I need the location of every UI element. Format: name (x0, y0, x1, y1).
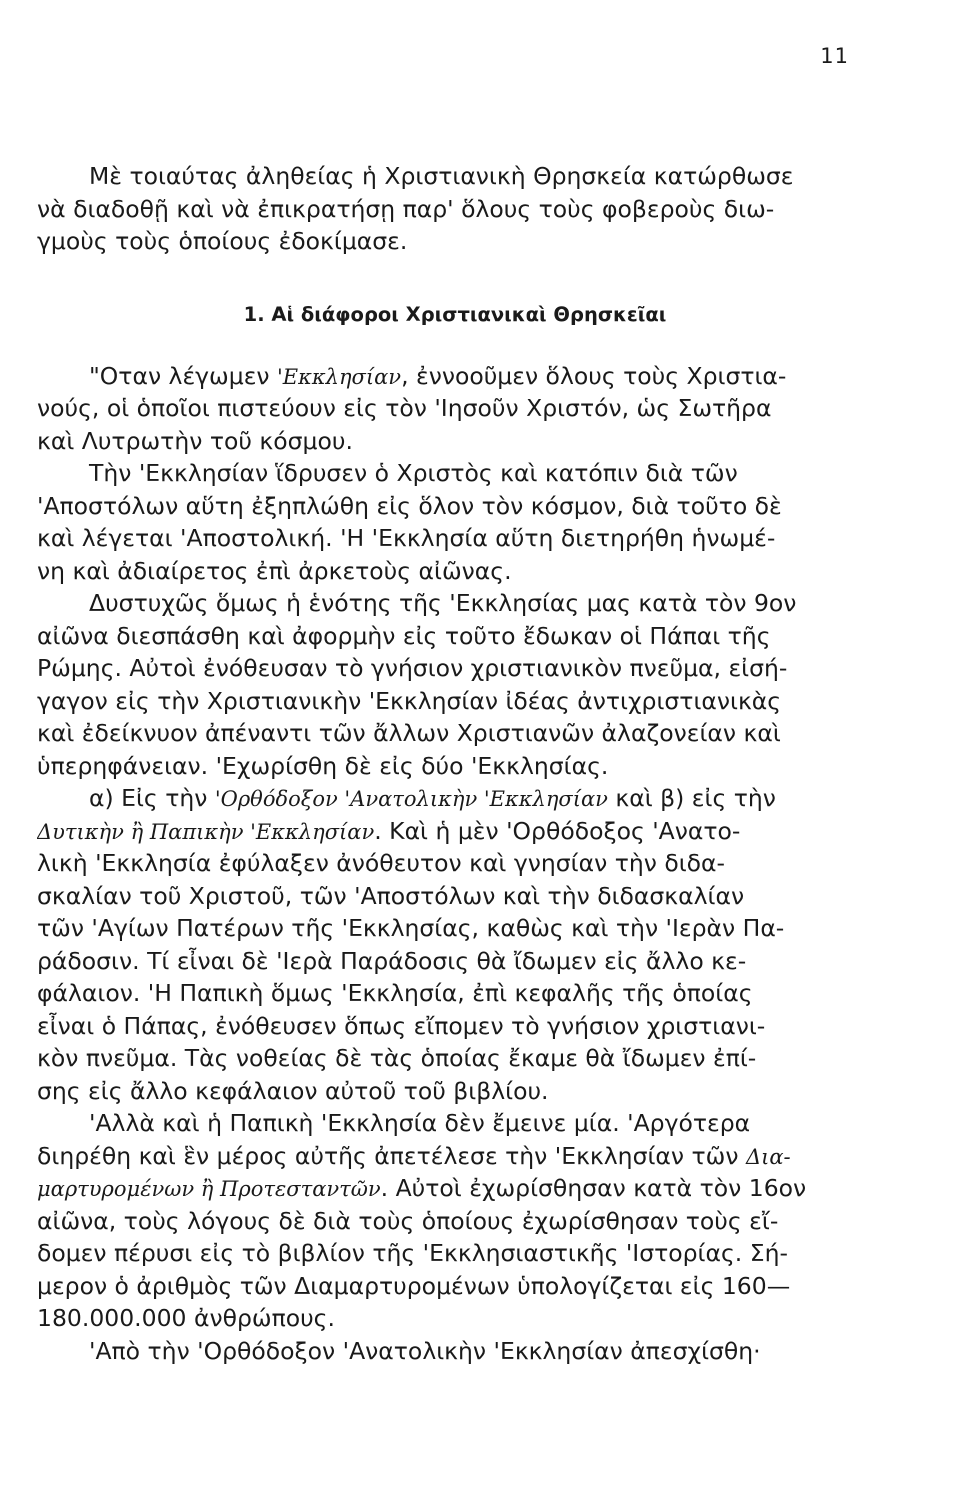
text-line: 'Αλλὰ καὶ ἡ Παπικὴ 'Εκκλησία δὲν ἔμεινε μία. 'Αργότερα (89, 1109, 751, 1137)
text-line: γαγον εἰς τὴν Χριστιανικὴν 'Εκκλησίαν ἰδέας ἀντιχριστιανικὰς (37, 686, 782, 715)
text-line: τῶν 'Αγίων Πατέρων τῆς 'Εκκλησίας, καθὼς καὶ τὴν 'Ιερὰν Πα- (37, 914, 785, 942)
section-heading: 1. Αἱ διάφοροι Χριστιανικαὶ Θρησκεῖαι (243, 302, 667, 326)
text-line: σης εἰς ἄλλο κεφάλαιον αὐτοῦ τοῦ βιβλίου. (37, 1076, 549, 1105)
text-line: αἰῶνα διεσπάσθη καὶ ἀφορμὴν εἰς τοῦτο ἔδωκαν οἱ Πάπαι τῆς (37, 621, 771, 650)
text-line: γμοὺς τοὺς ὁποίους ἐδοκίμασε. (37, 227, 408, 255)
italic-term: 'Ορθόδοξον 'Ανατολικὴν 'Εκκλησίαν (214, 787, 608, 811)
text-line: καὶ ἐδείκνυον ἀπέναντι τῶν ἄλλων Χριστιανῶν ἀλαζονείαν καὶ (37, 719, 781, 747)
text-line: καὶ Λυτρωτὴν τοῦ κόσμου. (37, 426, 353, 455)
italic-term: 'Εκκλησίαν (277, 364, 402, 389)
text-line: "Οταν λέγωμεν 'Εκκλησίαν, ἐννοοῦμεν ὅλους τοὺς Χριστια- (89, 361, 787, 390)
text-line: λικὴ 'Εκκλησία ἐφύλαξεν ἀνόθευτον καὶ γνησίαν τὴν διδα- (37, 849, 726, 877)
text-line: μερον ὁ ἀριθμὸς τῶν Διαμαρτυρομένων ὑπολογίζεται εἰς 160— (37, 1271, 791, 1300)
italic-term: Δια- (745, 1144, 791, 1169)
text-line: Μὲ τοιαύτας ἀληθείας ἡ Χριστιανικὴ Θρησκεία κατώρθωσε (89, 162, 794, 190)
italic-term: μαρτυρομένων ἢ Προτεσταντῶν (37, 1177, 381, 1201)
text-line: φάλαιον. 'Η Παπικὴ ὅμως 'Εκκλησία, ἐπὶ κεφαλῆς τῆς ὁποίας (37, 979, 753, 1007)
text-line: Ρώμης. Αὐτοὶ ἐνόθευσαν τὸ γνήσιον χριστιανικὸν πνεῦμα, εἰσή- (37, 654, 788, 682)
page-body (37, 160, 843, 1367)
text-line: 'Απὸ τὴν 'Ορθόδοξον 'Ανατολικὴν 'Εκκλησίαν ἀπεσχίσθη· (89, 1336, 761, 1365)
text-line: νὰ διαδοθῇ καὶ νὰ ἐπικρατήσῃ παρ' ὅλους τοὺς φοβεροὺς διω- (37, 194, 775, 223)
text-line: καὶ λέγεται 'Αποστολική. 'Η 'Εκκλησία αὕτη διετηρήθη ἡνωμέ- (37, 524, 776, 552)
text-line: σκαλίαν τοῦ Χριστοῦ, τῶν 'Αποστόλων καὶ τὴν διδασκαλίαν (37, 881, 745, 910)
text-line: ράδοσιν. Τί εἶναι δὲ 'Ιερὰ Παράδοσις θὰ ἴδωμεν εἰς ἄλλο κε- (37, 946, 747, 975)
text-line: μαρτυρομένων ἢ Προτεσταντῶν. Αὐτοὶ ἐχωρίσθησαν κατὰ τὸν 16ον (37, 1174, 807, 1202)
text-line: Δυστυχῶς ὅμως ἡ ἑνότης τῆς 'Εκκλησίας μας κατὰ τὸν 9ον (89, 589, 797, 617)
page-number: 11 (820, 44, 849, 68)
text-line: ὑπερηφάνειαν. 'Εχωρίσθη δὲ εἰς δύο 'Εκκλησίας. (37, 751, 609, 780)
text-line: νη καὶ ἀδιαίρετος ἐπὶ ἀρκετοὺς αἰῶνας. (37, 556, 512, 585)
text-line: α) Εἰς τὴν 'Ορθόδοξον 'Ανατολικὴν 'Εκκλησίαν καὶ β) εἰς τὴν (89, 784, 776, 812)
text-line: δομεν πέρυσι εἰς τὸ βιβλίον τῆς 'Εκκλησιαστικῆς 'Ιστορίας. Σή- (37, 1239, 788, 1267)
italic-term: Δυτικὴν ἢ Παπικὴν 'Εκκλησίαν (37, 819, 375, 844)
text-line: νούς, οἱ ὁποῖοι πιστεύουν εἰς τὸν 'Ιησοῦν Χριστόν, ὡς Σωτῆρα (37, 394, 772, 422)
text-line: 180.000.000 ἀνθρώπους. (37, 1304, 335, 1332)
text-line: αἰῶνα, τοὺς λόγους δὲ διὰ τοὺς ὁποίους ἐχωρίσθησαν τοὺς εἴ- (37, 1206, 779, 1235)
text-line: Δυτικὴν ἢ Παπικὴν 'Εκκλησίαν. Καὶ ἡ μὲν 'Ορθόδοξος 'Ανατο- (37, 816, 741, 845)
text-line: διηρέθη καὶ ἓν μέρος αὐτῆς ἀπετέλεσε τὴν 'Εκκλησίαν τῶν Δια- (37, 1141, 791, 1170)
text-line: Τὴν 'Εκκλησίαν ἵδρυσεν ὁ Χριστὸς καὶ κατόπιν διὰ τῶν (89, 459, 738, 487)
text-line: εἶναι ὁ Πάπας, ἐνόθευσεν ὅπως εἴπομεν τὸ γνήσιον χριστιανι- (37, 1011, 766, 1040)
text-line: κὸν πνεῦμα. Τὰς νοθείας δὲ τὰς ὁποίας ἔκαμε θὰ ἴδωμεν ἐπί- (37, 1044, 757, 1072)
text-line: 'Αποστόλων αὕτη ἐξηπλώθη εἰς ὅλον τὸν κόσμον, διὰ τοῦτο δὲ (37, 491, 782, 520)
